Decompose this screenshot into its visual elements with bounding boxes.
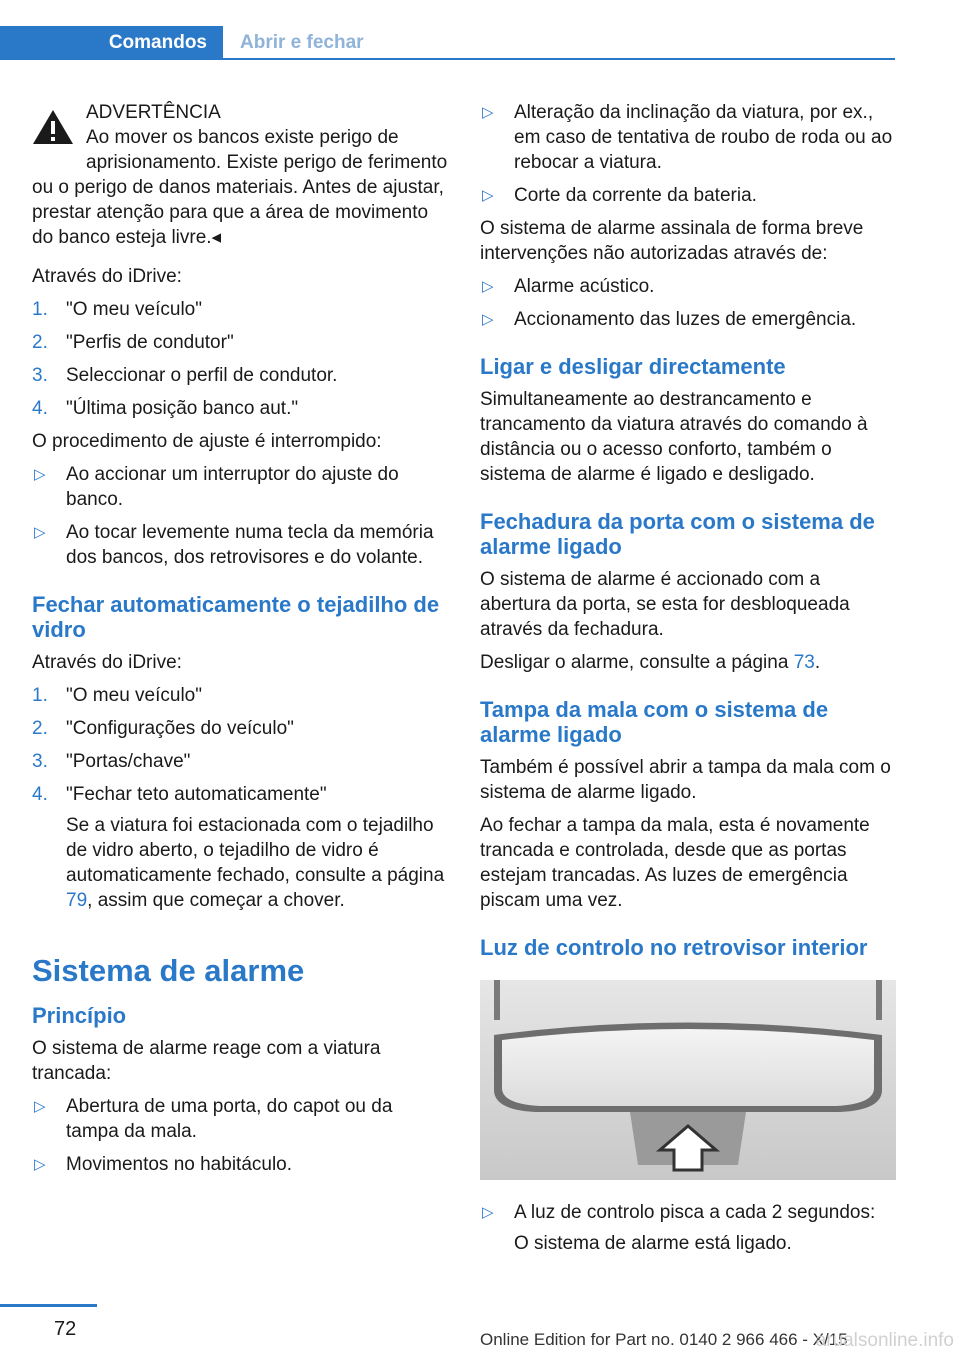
item-text: Corte da corrente da bateria. (514, 185, 757, 206)
warning-text: Ao mover os bancos existe perigo de aprisionamento. Existe perigo de ferimento ou o perigo de danos materiais. Antes de ajustar, prestar atenção para que a área de movimento do banco esteja livre.◂ (32, 127, 448, 248)
edition-text: Online Edition for Part no. 0140 2 966 466 - X/15 (480, 1330, 848, 1349)
step-text: "Perfis de condutor" (66, 332, 234, 353)
trunk-text-2: Ao fechar a tampa da mala, esta é novamente trancada e controlada, desde que as portas estejam trancadas. As luzes de emergência piscam uma vez. (480, 815, 870, 911)
tab-abrir-e-fechar[interactable]: Abrir e fechar (240, 32, 364, 53)
step-number: 2. (32, 332, 48, 353)
step-number: 4. (32, 784, 48, 805)
list-item (32, 683, 450, 708)
item-text: Alteração da inclinação da viatura, por ex., em caso de tentativa de roubo de roda ou ao rebocar a viatura. (514, 102, 893, 173)
warning-block (32, 100, 450, 250)
list-item (32, 782, 450, 913)
trunk-text-1: Também é possível abrir a tampa da mala com o sistema de alarme ligado. (480, 757, 891, 803)
disarm-after: . (814, 652, 821, 673)
step-number: 3. (32, 365, 48, 386)
list-item (32, 716, 450, 741)
heading-switch: Ligar e desligar directamente (480, 354, 786, 379)
switch-text: Simultaneamente ao destrancamento e trancamento da viatura através do comando à distância ou o acesso conforto, também o sistema de alarme é ligado e desligado. (480, 389, 868, 485)
page-link-73[interactable]: 73 (793, 652, 815, 673)
steps-list-1 (32, 297, 450, 421)
warning-icon (32, 108, 74, 146)
triangle-bullet-icon: ▷ (482, 104, 494, 121)
triangle-bullet-icon: ▷ (482, 311, 494, 328)
step-text: "Fechar teto automaticamente" (66, 784, 327, 805)
list-item (32, 520, 450, 570)
detail-text-before: Se a viatura foi estacionada com o tejadilho de vidro aberto, o tejadilho de vidro é automaticamente fechado, consulte a página (66, 815, 445, 886)
list-item (32, 1094, 450, 1144)
list-item (32, 396, 450, 421)
rearview-mirror-image (480, 980, 896, 1180)
right-column (480, 100, 896, 1264)
step-text: Seleccionar o perfil de condutor. (66, 365, 338, 386)
step-number: 3. (32, 751, 48, 772)
page-number: 72 (54, 1318, 77, 1340)
triangle-bullet-icon: ▷ (34, 1098, 46, 1115)
idrive-intro-2: Através do iDrive: (32, 652, 182, 673)
item-text: A luz de controlo pisca a cada 2 segundos: (514, 1202, 876, 1223)
item-text: Alarme acústico. (514, 276, 655, 297)
mirror-illustration (480, 980, 896, 1180)
list-item (32, 297, 450, 322)
triangle-bullet-icon: ▷ (34, 466, 46, 483)
step-text: "O meu veículo" (66, 685, 202, 706)
interrupt-list (32, 462, 450, 570)
item-text: Movimentos no habitáculo. (66, 1154, 293, 1175)
heading-door-lock: Fechadura da porta com o sistema de alarme ligado (480, 509, 875, 559)
watermark: arualsonline.info (815, 1330, 954, 1351)
warning-title: ADVERTÊNCIA (86, 102, 221, 123)
step-4-detail (66, 813, 450, 913)
signal-list (480, 274, 896, 332)
heading-close-roof: Fechar automaticamente o tejadilho de vidro (32, 592, 440, 642)
header-divider (223, 58, 895, 60)
triangle-bullet-icon: ▷ (482, 187, 494, 204)
heading-control-light: Luz de controlo no retrovisor interior (480, 935, 868, 960)
interrupt-text: O procedimento de ajuste é interrompido: (32, 431, 382, 452)
list-item (480, 183, 896, 208)
light-list (480, 1200, 896, 1256)
item-text: Accionamento das luzes de emergência. (514, 309, 857, 330)
footer-divider (0, 1304, 97, 1307)
step-number: 4. (32, 398, 48, 419)
heading-principle: Princípio (32, 1003, 127, 1028)
heading-trunk: Tampa da mala com o sistema de alarme ligado (480, 697, 829, 747)
step-text: "Última posição banco aut." (66, 398, 299, 419)
step-text: "Portas/chave" (66, 751, 191, 772)
step-number: 1. (32, 685, 48, 706)
principle-list (32, 1094, 450, 1177)
idrive-intro: Através do iDrive: (32, 266, 182, 287)
list-item (32, 330, 450, 355)
list-item (32, 749, 450, 774)
triangle-bullet-icon: ▷ (34, 524, 46, 541)
top-list (480, 100, 896, 208)
triangle-bullet-icon: ▷ (482, 278, 494, 295)
list-item (480, 1200, 896, 1256)
item-text: Abertura de uma porta, do capot ou da tampa da mala. (66, 1096, 393, 1142)
item-text: Ao tocar levemente numa tecla da memória dos bancos, dos retrovisores e do volante. (66, 522, 434, 568)
list-item (32, 363, 450, 388)
item-detail: O sistema de alarme está ligado. (514, 1233, 792, 1254)
tab-comandos[interactable]: Comandos (0, 26, 223, 60)
step-text: "O meu veículo" (66, 299, 202, 320)
step-number: 1. (32, 299, 48, 320)
detail-text-after: , assim que começar a chover. (87, 890, 345, 911)
left-column (32, 100, 450, 1185)
page-link-79[interactable]: 79 (66, 890, 88, 911)
list-item (480, 274, 896, 299)
header-tabs (0, 26, 895, 62)
list-item (32, 1152, 450, 1177)
item-text: Ao accionar um interruptor do ajuste do banco. (66, 464, 399, 510)
disarm-text (480, 650, 896, 675)
step-text: "Configurações do veículo" (66, 718, 294, 739)
section-title: Sistema de alarme (32, 953, 305, 988)
steps-list-2 (32, 683, 450, 913)
list-item (480, 100, 896, 175)
list-item (32, 462, 450, 512)
disarm-before: Desligar o alarme, consulte a página (480, 652, 794, 673)
signal-text: O sistema de alarme assinala de forma breve intervenções não autorizadas através de: (480, 218, 864, 264)
triangle-bullet-icon: ▷ (482, 1204, 494, 1221)
triangle-bullet-icon: ▷ (34, 1156, 46, 1173)
lock-text: O sistema de alarme é accionado com a abertura da porta, se esta for desbloqueada através da fechadura. (480, 569, 850, 640)
list-item (480, 307, 896, 332)
principle-text: O sistema de alarme reage com a viatura trancada: (32, 1038, 381, 1084)
step-number: 2. (32, 718, 48, 739)
